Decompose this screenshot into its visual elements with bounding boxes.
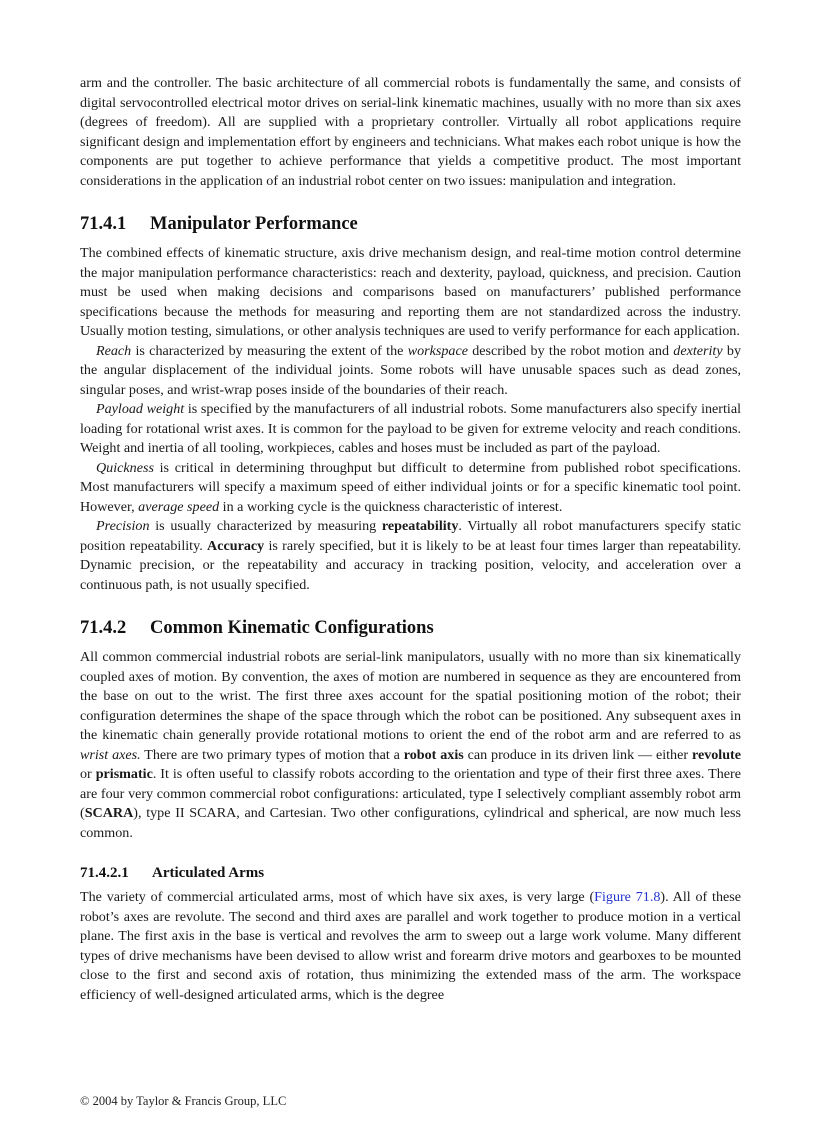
section-number: 71.4.2: [80, 618, 127, 638]
term-reach: Reach: [96, 342, 132, 359]
term-quickness: Quickness: [96, 459, 154, 476]
paragraph-reach: Reach is characterized by measuring the extent of the workspace described by the robot motion and dexterity by the angular displacement of the individual joints. Some robots will have unusable spaces such as dead zones, singular poses, and wrist-wrap poses inside of the boundaries of their reach.: [80, 342, 741, 398]
term-accuracy: Accuracy: [207, 537, 265, 554]
paragraph-payload: Payload weight is specified by the manufacturers of all industrial robots. Some manufacturers also specify inertial loading for rotational wrist axes. It is common for the payload to be given for extreme velocity and reach conditions. Weight and inertia of all tooling, workpieces, cables and hoses must be included as part of the payload.: [80, 401, 741, 456]
term-robot-axis: robot axis: [403, 746, 464, 763]
figure-link[interactable]: Figure 71.8: [594, 889, 661, 905]
section-heading-kinematic-configurations: [80, 616, 741, 640]
subsection-heading-articulated-arms: [80, 863, 741, 883]
paragraph-articulated-arms: The variety of commercial articulated arms, most of which have six axes, is very large (Figure 71.8). All of these robot’s axes are revolute. The second and third axes are parallel and work together to produce motion in a vertical plane. The first axis in the base is vertical and revolves the arm to sweep out a large work volume. Many different types of drive mechanisms have been devised to allow wrist and forearm drive motors and gearboxes to be mounted close to the first and second axis of rotation, thus minimizing the extended mass of the arm. The workspace efficiency of well-designed articulated arms, which is the degree: [80, 889, 742, 1003]
section-title: Manipulator Performance: [150, 214, 358, 234]
page-body: [80, 74, 741, 1005]
paragraph-kinematic-configurations: All common commercial industrial robots are serial-link manipulators, usually with no more than six kinematically coupled axes of motion. By convention, the axes of motion are numbered in sequence as they are encountered from the base on out to the wrist. The first three axes account for the spatial positioning motion of the robot; their configuration determines the shape of the space through which the robot can be positioned. Any subsequent axes in the kinematic chain generally provide rotational motions to orient the end of the robot arm and are referred to as wrist axes. There are two primary types of motion that a robot axis can produce in its driven link — either revolute or prismatic. It is often useful to classify robots according to the orientation and type of their first three axes. There are four very common commercial robot configurations: articulated, type I selectively compliant assembly robot arm (SCARA), type II SCARA, and Cartesian. Two other configurations, cylindrical and spherical, are now much less common.: [80, 649, 741, 841]
term-wrist-axes: wrist axes.: [80, 746, 141, 763]
subsection-title: Articulated Arms: [152, 865, 265, 881]
intro-paragraph: arm and the controller. The basic architecture of all commercial robots is fundamentally the same, and consists of digital servocontrolled electrical motor drives on serial-link kinematic machines, usually with no more than six axes (degrees of freedom). All are supplied with a proprietary controller. Virtually all robot applications require significant design and implementation effort by engineers and technicians. What makes each robot unique is how the components are put together to achieve performance that yields a competitive product. The most important considerations in the application of an industrial robot center on two issues: manipulation and integration.: [80, 75, 741, 189]
section-heading-manipulator-performance: [80, 212, 741, 236]
term-dexterity: dexterity: [673, 342, 723, 359]
term-workspace: workspace: [407, 342, 468, 359]
term-revolute: revolute: [691, 746, 741, 763]
term-average-speed: average speed: [138, 498, 220, 515]
paragraph-quickness: Quickness is critical in determining throughput but difficult to determine from published robot specifications. Most manufacturers will specify a maximum speed of either individual joints or for a specific kinematic tool point. However, average speed in a working cycle is the quickness characteristic of interest.: [80, 459, 741, 515]
section-title: Common Kinematic Configurations: [150, 618, 434, 638]
term-payload-weight: Payload weight: [96, 401, 185, 417]
copyright-footer: © 2004 by Taylor & Francis Group, LLC: [80, 1094, 287, 1108]
term-scara: SCARA: [84, 805, 134, 821]
subsection-number: 71.4.2.1: [80, 865, 129, 881]
term-precision: Precision: [96, 518, 150, 534]
section-number: 71.4.1: [80, 214, 127, 234]
paragraph-performance-overview: The combined effects of kinematic structure, axis drive mechanism design, and real-time motion control determine the major manipulation performance characteristics: reach and dexterity, payload, quickness, and precision. Caution must be used when making decisions and comparisons based on manufacturers’ published performance specifications because the methods for measuring and reporting them are not standardized across the industry. Usually motion testing, simulations, or other analysis techniques are used to verify performance for each application.: [80, 245, 741, 339]
term-prismatic: prismatic: [95, 766, 153, 782]
paragraph-precision: Precision is usually characterized by measuring repeatability. Virtually all robot manufacturers specify static position repeatability. Accuracy is rarely specified, but it is likely to be at least four times larger than repeatability. Dynamic precision, or the repeatability and accuracy in tracking position, velocity, and acceleration over a continuous path, is not usually specified.: [80, 518, 741, 593]
term-repeatability: repeatability: [381, 518, 459, 534]
